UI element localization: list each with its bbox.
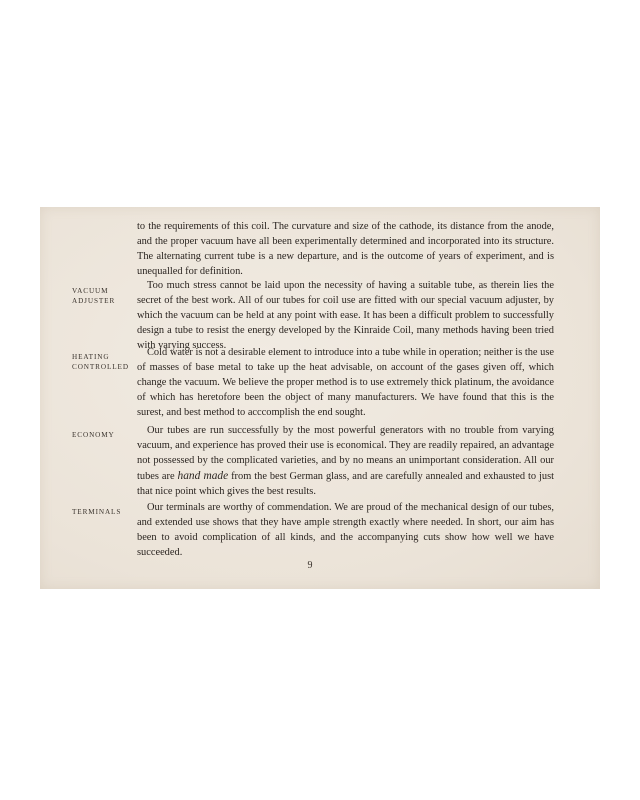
side-note-line: HEATING (72, 353, 110, 361)
emphasis-hand-made: hand made (177, 469, 229, 482)
page-number: 9 (307, 560, 313, 571)
side-note-vacuum-adjuster (72, 286, 142, 306)
paragraph-heating-controlled: Cold water is not a desirable element to introduce into a tube while in operation; neither is the use of masses of base metal to take up the heat advisable, on account of the gases given off, which change the vacuum. We believe the proper method is to use extremely thick platinum, the avoidance of which has heretofore been the object of many manufacturers. We have found that this is the surest, and best method to acccomplish the end sought. (137, 347, 554, 418)
side-note-line: ADJUSTER (72, 297, 116, 305)
paragraph-economy-text: Our tubes are run successfully by the most powerful generators with no trouble from varying vacuum, and experience has proved their use is economical. They are readily repaired, an advantage not possessed by the complicated varieties, and by no means an unimportant consideration. All our tubes are (137, 425, 554, 482)
side-note-terminals (72, 507, 142, 517)
side-note-heating-controlled (72, 352, 142, 372)
paragraph-economy (137, 424, 554, 500)
paragraph-coil-requirements: to the requirements of this coil. The curvature and size of the cathode, its distance from the anode, and the proper vacuum have all been experimentally determined and incorporated into its structure. The alternating current tube is a new departure, and is the outcome of years of experiment, and is unequalled for definition. (137, 221, 554, 277)
side-note-economy (72, 430, 142, 440)
side-note-line: CONTROLLED (72, 363, 129, 371)
paragraph-vacuum-adjuster: Too much stress cannot be laid upon the necessity of having a suitable tube, as therein lies the secret of the best work. All of our tubes for coil use are fitted with our special vacuum adjuster, by which the vacuum can be held at any point with ease. It has been a difficult problem to successfully design a tube to resist the energy developed by the Kinraide Coil, many methods having been tried with varying success. (137, 280, 554, 351)
side-note-line: ECONOMY (72, 431, 115, 439)
paragraph-economy-text-end: from the best German glass, and are carefully annealed and exhausted to just that nice point which gives the best results. (137, 470, 555, 497)
paragraph-terminals: Our terminals are worthy of commendation. We are proud of the mechanical design of our tubes, and extended use shows that they have ample strength exactly where needed. In short, our aim has been to avoid complication of all kinds, and the accompanying cuts show how well we have succeeded. (137, 502, 554, 558)
side-note-line: TERMINALS (72, 508, 122, 516)
side-note-line: VACUUM (72, 287, 109, 295)
